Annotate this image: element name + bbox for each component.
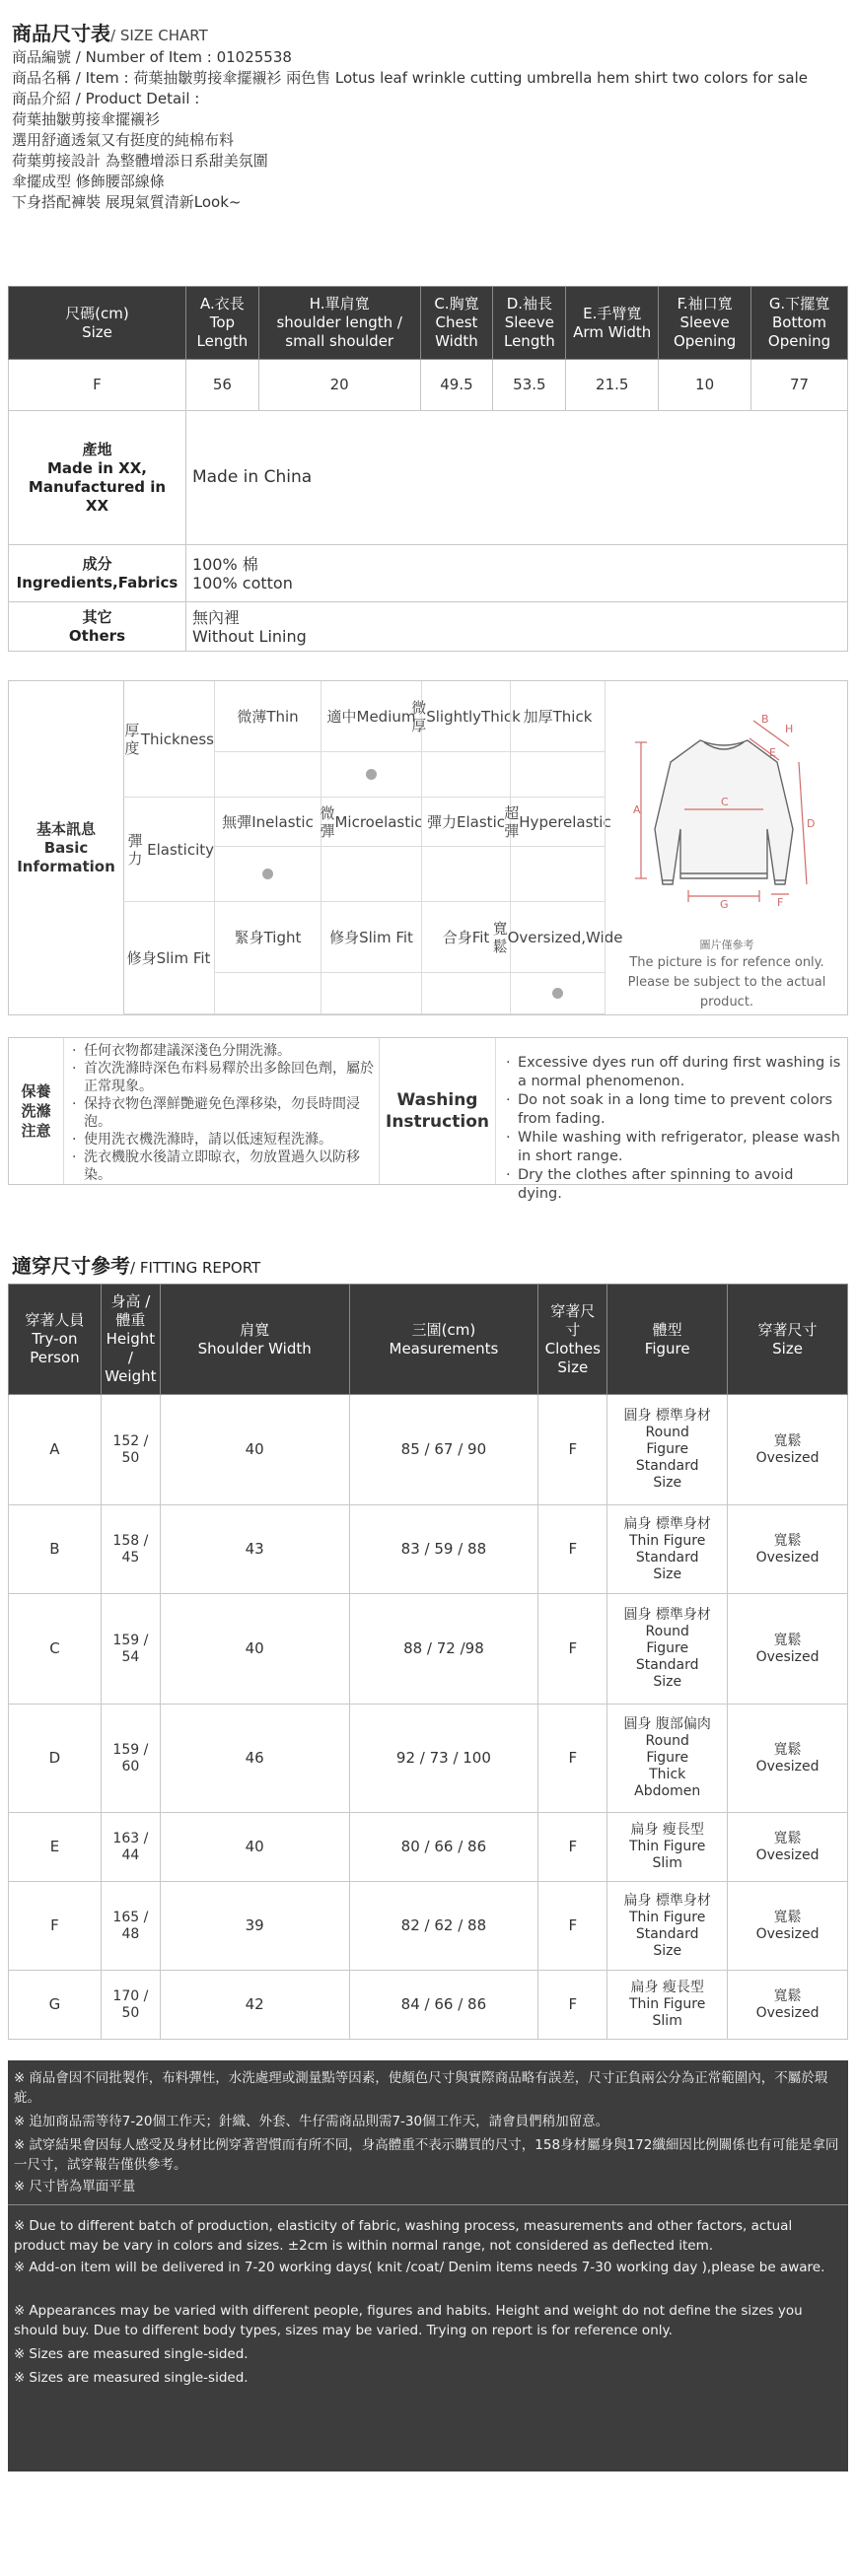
intro-line: 傘擺成型 修飾腰部線條 (12, 173, 165, 190)
others-value: 無內裡 Without Lining (185, 602, 847, 652)
fitting-row (9, 1882, 848, 1971)
intro-line: 荷葉抽皺剪接傘擺襯衫 (12, 110, 161, 128)
origin-row (9, 411, 848, 545)
size-header-cell: H.單肩寬 shoulder length / small shoulder (258, 287, 420, 360)
attribute-name: 修身 Slim Fit (123, 902, 214, 1014)
attribute-selection-cell (421, 847, 510, 902)
fitting-cell: D (9, 1705, 102, 1813)
fitting-cell: 163 / 44 (101, 1813, 160, 1882)
origin-label: 產地 Made in XX, Manufactured in XX (9, 411, 186, 545)
fitting-title-en: / FITTING REPORT (130, 1259, 261, 1277)
fitting-cell: 158 / 45 (101, 1505, 160, 1594)
fitting-cell: 39 (160, 1882, 349, 1971)
fitting-cell: 170 / 50 (101, 1971, 160, 2040)
washing-label-en: Washing Instruction (380, 1038, 496, 1184)
attribute-selection-cell (321, 752, 421, 798)
attribute-option: 微彈 Microelastic (321, 798, 421, 847)
attribute-option: 超彈 Hyperelastic (510, 798, 605, 847)
fitting-cell: C (9, 1594, 102, 1705)
fitting-cell: 82 / 62 / 88 (349, 1882, 538, 1971)
diagram-letter-d: D (807, 817, 816, 830)
fitting-cell: 85 / 67 / 90 (349, 1395, 538, 1505)
fitting-cell: F (538, 1505, 607, 1594)
note-item: ※ 試穿結果會因每人感受及身材比例穿著習慣而有所不同，身高體重不表示購買的尺寸，158身材屬身與172纖細因比例關係也有可能是拿同一尺寸，試穿報告僅供參考。 (14, 2135, 840, 2175)
product-intro (12, 47, 840, 213)
attribute-name: 彈力 Elasticity (123, 798, 214, 902)
attribute-option: 彈力 Elastic (421, 798, 510, 847)
fitting-cell: 92 / 73 / 100 (349, 1705, 538, 1813)
washing-item-zh: · 任何衣物都建議深淺色分開洗滌。 (70, 1042, 375, 1060)
size-header-cell: A.衣長 Top Length (185, 287, 258, 360)
size-table-row (9, 360, 848, 411)
attribute-selection-cell (421, 973, 510, 1014)
fitting-cell: 165 / 48 (101, 1882, 160, 1971)
fitting-cell: E (9, 1813, 102, 1882)
fitting-cell: 84 / 66 / 86 (349, 1971, 538, 2040)
fitting-cell: 83 / 59 / 88 (349, 1505, 538, 1594)
fitting-table (8, 1284, 848, 2040)
attribute-option: 微厚 Slightly Thick (421, 681, 510, 752)
fitting-cell: A (9, 1395, 102, 1505)
diagram-letter-f: F (777, 896, 784, 909)
others-row (9, 602, 848, 652)
note-item: ※ Add-on item will be delivered in 7-20 working days( knit /coat/ Denim items needs 7-30 working day ),please be aware. (14, 2258, 840, 2277)
fitting-cell: 40 (160, 1395, 349, 1505)
notes-panel (8, 2060, 848, 2472)
diagram-caption-zh: 圖片僅參考 (699, 939, 754, 951)
basic-info-label: 基本訊息 Basic Information (9, 681, 124, 1014)
fitting-cell: 159 / 60 (101, 1705, 160, 1813)
diagram-letter-b: B (761, 713, 769, 726)
fitting-header-cell: 肩寬 Shoulder Width (160, 1285, 349, 1395)
attribute-option: 無彈 Inelastic (214, 798, 321, 847)
fitting-cell: 80 / 66 / 86 (349, 1813, 538, 1882)
attribute-selection-cell (421, 752, 510, 798)
washing-item-en: · Dry the clothes after spinning to avoid dying. (504, 1166, 841, 1204)
size-cell: 21.5 (566, 360, 659, 411)
note-item: ※ Sizes are measured single-sided. (14, 2368, 840, 2388)
fitting-cell: 88 / 72 /98 (349, 1594, 538, 1705)
attribute-selection-cell (510, 973, 605, 1014)
fitting-cell: 42 (160, 1971, 349, 2040)
size-header-cell: C.胸寬 Chest Width (420, 287, 493, 360)
size-chart-title-zh: 商品尺寸表 (12, 22, 110, 45)
basic-info (8, 680, 848, 1015)
fitting-cell: B (9, 1505, 102, 1594)
diagram-letter-a: A (633, 803, 641, 816)
fitting-cell: F (9, 1882, 102, 1971)
fabric-row (9, 545, 848, 602)
intro-line: 荷葉剪接設計 為整體增添日系甜美氛圍 (12, 152, 268, 170)
fitting-cell: G (9, 1971, 102, 2040)
washing-label-zh: 保養 洗滌 注意 (9, 1038, 64, 1184)
fitting-cell: F (538, 1395, 607, 1505)
fitting-cell: 扁身 瘦長型 Thin Figure Slim (607, 1971, 728, 2040)
fitting-header-cell: 體型 Figure (607, 1285, 728, 1395)
diagram-letter-h: H (785, 723, 794, 735)
fitting-cell: 扁身 瘦長型 Thin Figure Slim (607, 1813, 728, 1882)
washing-zh-column (66, 1038, 380, 1184)
attribute-selection-cell (510, 847, 605, 902)
washing-en-list (504, 1054, 841, 1204)
attribute-option: 適中 Medium (321, 681, 421, 752)
size-cell: 77 (751, 360, 848, 411)
fitting-cell: 圓身 標準身材 Round Figure Standard Size (607, 1395, 728, 1505)
fitting-cell: 40 (160, 1594, 349, 1705)
size-cell: 49.5 (420, 360, 493, 411)
attribute-selection-cell (510, 752, 605, 798)
attribute-option: 緊身 Tight (214, 902, 321, 973)
attribute-selection-cell (321, 973, 421, 1014)
washing-item-en: · Do not soak in a long time to prevent colors from fading. (504, 1091, 841, 1129)
fitting-title-zh: 適穿尺寸參考 (12, 1254, 130, 1278)
selected-dot-icon (552, 988, 563, 999)
fitting-cell: F (538, 1882, 607, 1971)
fitting-header-cell: 穿著人員 Try-on Person (9, 1285, 102, 1395)
diagram-letter-e: E (769, 746, 776, 759)
size-table (8, 286, 848, 652)
note-item: ※ 尺寸皆為單面平量 (14, 2177, 840, 2196)
washing-instructions (8, 1037, 848, 1202)
attribute-option: 修身 Slim Fit (321, 902, 421, 973)
fabric-label: 成分 Ingredients,Fabrics (9, 545, 186, 602)
attribute-name: 厚度 Thickness (123, 681, 214, 798)
notes-divider (8, 2204, 848, 2205)
intro-line: 下身搭配褲裝 展現氣質清新Look~ (12, 193, 242, 211)
fitting-cell: F (538, 1971, 607, 2040)
attribute-option: 合身 Fit (421, 902, 510, 973)
fitting-cell: 43 (160, 1505, 349, 1594)
note-item: ※ 追加商品需等待7-20個工作天；針織、外套、牛仔需商品則需7-30個工作天，請會員們稍加留意。 (14, 2112, 840, 2131)
fitting-cell: F (538, 1813, 607, 1882)
garment-diagram (605, 681, 848, 1014)
fitting-header-cell: 身高 / 體重 Height / Weight (101, 1285, 160, 1395)
size-cell: 20 (258, 360, 420, 411)
fitting-report-title (12, 1250, 260, 1279)
washing-item-zh: · 使用洗衣機洗滌時，請以低速短程洗滌。 (70, 1131, 375, 1149)
note-item: ※ Appearances may be varied with different people, figures and habits. Height and weight do not define the sizes you should buy. Due to different body types, sizes may be varied. Trying on report is for reference only. (14, 2301, 840, 2340)
fitting-cell: 寬鬆 Ovesized (728, 1705, 848, 1813)
attribute-selection-cell (214, 847, 321, 902)
fitting-cell: 扁身 標準身材 Thin Figure Standard Size (607, 1505, 728, 1594)
others-label: 其它 Others (9, 602, 186, 652)
intro-line: 商品名稱 / Item : 荷葉抽皺剪接傘擺襯衫 兩色售 Lotus leaf wrinkle cutting umbrella hem shirt two colors for sale (12, 69, 809, 87)
fitting-cell: 寬鬆 Ovesized (728, 1395, 848, 1505)
washing-item-en: · While washing with refrigerator, please wash in short range. (504, 1129, 841, 1166)
intro-line: 選用舒適透氣又有挺度的純棉布料 (12, 131, 235, 149)
fitting-row (9, 1594, 848, 1705)
fitting-cell: F (538, 1705, 607, 1813)
size-cell: 10 (659, 360, 751, 411)
fitting-cell: 圓身 標準身材 Round Figure Standard Size (607, 1594, 728, 1705)
attribute-option: 寬鬆 Oversized, Wide (510, 902, 605, 973)
size-header-cell: E.手臂寬 Arm Width (566, 287, 659, 360)
fitting-row (9, 1813, 848, 1882)
fitting-cell: 寬鬆 Ovesized (728, 1882, 848, 1971)
size-header-cell: D.袖長 Sleeve Length (493, 287, 566, 360)
washing-en-column (498, 1038, 847, 1202)
fitting-row (9, 1395, 848, 1505)
fitting-header-cell: 穿著尺 寸 Clothes Size (538, 1285, 607, 1395)
fitting-cell: 寬鬆 Ovesized (728, 1971, 848, 2040)
note-item: ※ Sizes are measured single-sided. (14, 2344, 840, 2364)
fitting-header-row (9, 1285, 848, 1395)
attribute-option: 加厚 Thick (510, 681, 605, 752)
size-header-cell: G.下擺寬 Bottom Opening (751, 287, 848, 360)
washing-zh-list (70, 1042, 375, 1184)
intro-line: 商品編號 / Number of Item : 01025538 (12, 48, 292, 66)
washing-item-zh: · 洗衣機脫水後請立即晾衣，勿放置過久以防移染。 (70, 1149, 375, 1184)
attribute-selection-cell (321, 847, 421, 902)
size-table-header-row (9, 287, 848, 360)
washing-item-zh: · 首次洗滌時深色布料易釋於出多餘回色劑，屬於正常現象。 (70, 1060, 375, 1095)
fitting-cell: 46 (160, 1705, 349, 1813)
diagram-caption-line: Please be subject to the actual (627, 975, 826, 990)
size-header-cell: 尺碼(cm) Size (9, 287, 186, 360)
attribute-selection-cell (214, 973, 321, 1014)
intro-line: 商品介紹 / Product Detail : (12, 90, 200, 107)
selected-dot-icon (366, 769, 377, 780)
fitting-cell: 寬鬆 Ovesized (728, 1594, 848, 1705)
diagram-caption-line: product. (699, 995, 754, 1010)
attribute-option: 微薄 Thin (214, 681, 321, 752)
diagram-caption-line: The picture is for refence only. (629, 955, 824, 970)
fitting-cell: 寬鬆 Ovesized (728, 1813, 848, 1882)
size-cell: F (9, 360, 186, 411)
size-cell: 56 (185, 360, 258, 411)
fitting-row (9, 1505, 848, 1594)
attribute-grid (123, 681, 623, 1014)
fitting-row (9, 1705, 848, 1813)
washing-item-zh: · 保持衣物色澤鮮艷避免色澤移染，勿長時間浸泡。 (70, 1095, 375, 1131)
diagram-letter-c: C (721, 796, 729, 808)
fitting-cell: F (538, 1594, 607, 1705)
size-chart-title (12, 18, 208, 46)
selected-dot-icon (262, 869, 273, 879)
fitting-cell: 圓身 腹部偏肉 Round Figure Thick Abdomen (607, 1705, 728, 1813)
diagram-letter-g: G (720, 898, 729, 911)
fabric-value: 100% 棉 100% cotton (185, 545, 847, 602)
fitting-cell: 扁身 標準身材 Thin Figure Standard Size (607, 1882, 728, 1971)
size-chart-title-en: / SIZE CHART (110, 27, 208, 44)
sweater-measure-icon (606, 681, 848, 928)
washing-item-en: · Excessive dyes run off during first washing is a normal phenomenon. (504, 1054, 841, 1091)
fitting-cell: 40 (160, 1813, 349, 1882)
size-cell: 53.5 (493, 360, 566, 411)
fitting-header-cell: 穿著尺寸 Size (728, 1285, 848, 1395)
size-header-cell: F.袖口寬 Sleeve Opening (659, 287, 751, 360)
fitting-cell: 寬鬆 Ovesized (728, 1505, 848, 1594)
fitting-header-cell: 三圍(cm) Measurements (349, 1285, 538, 1395)
fitting-cell: 152 / 50 (101, 1395, 160, 1505)
origin-value: Made in China (185, 411, 847, 545)
note-item: ※ Due to different batch of production, elasticity of fabric, washing process, measurements and other factors, actual product may be vary in colors and sizes. ±2cm is within normal range, not considered as deflected item. (14, 2216, 840, 2256)
attribute-selection-cell (214, 752, 321, 798)
note-item: ※ 商品會因不同批製作，布料彈性，水洗處理或測量點等因素，使顏色尺寸與實際商品略有誤差，尺寸正負兩公分為正常範圍內，不屬於瑕疵。 (14, 2068, 840, 2108)
fitting-cell: 159 / 54 (101, 1594, 160, 1705)
fitting-row (9, 1971, 848, 2040)
